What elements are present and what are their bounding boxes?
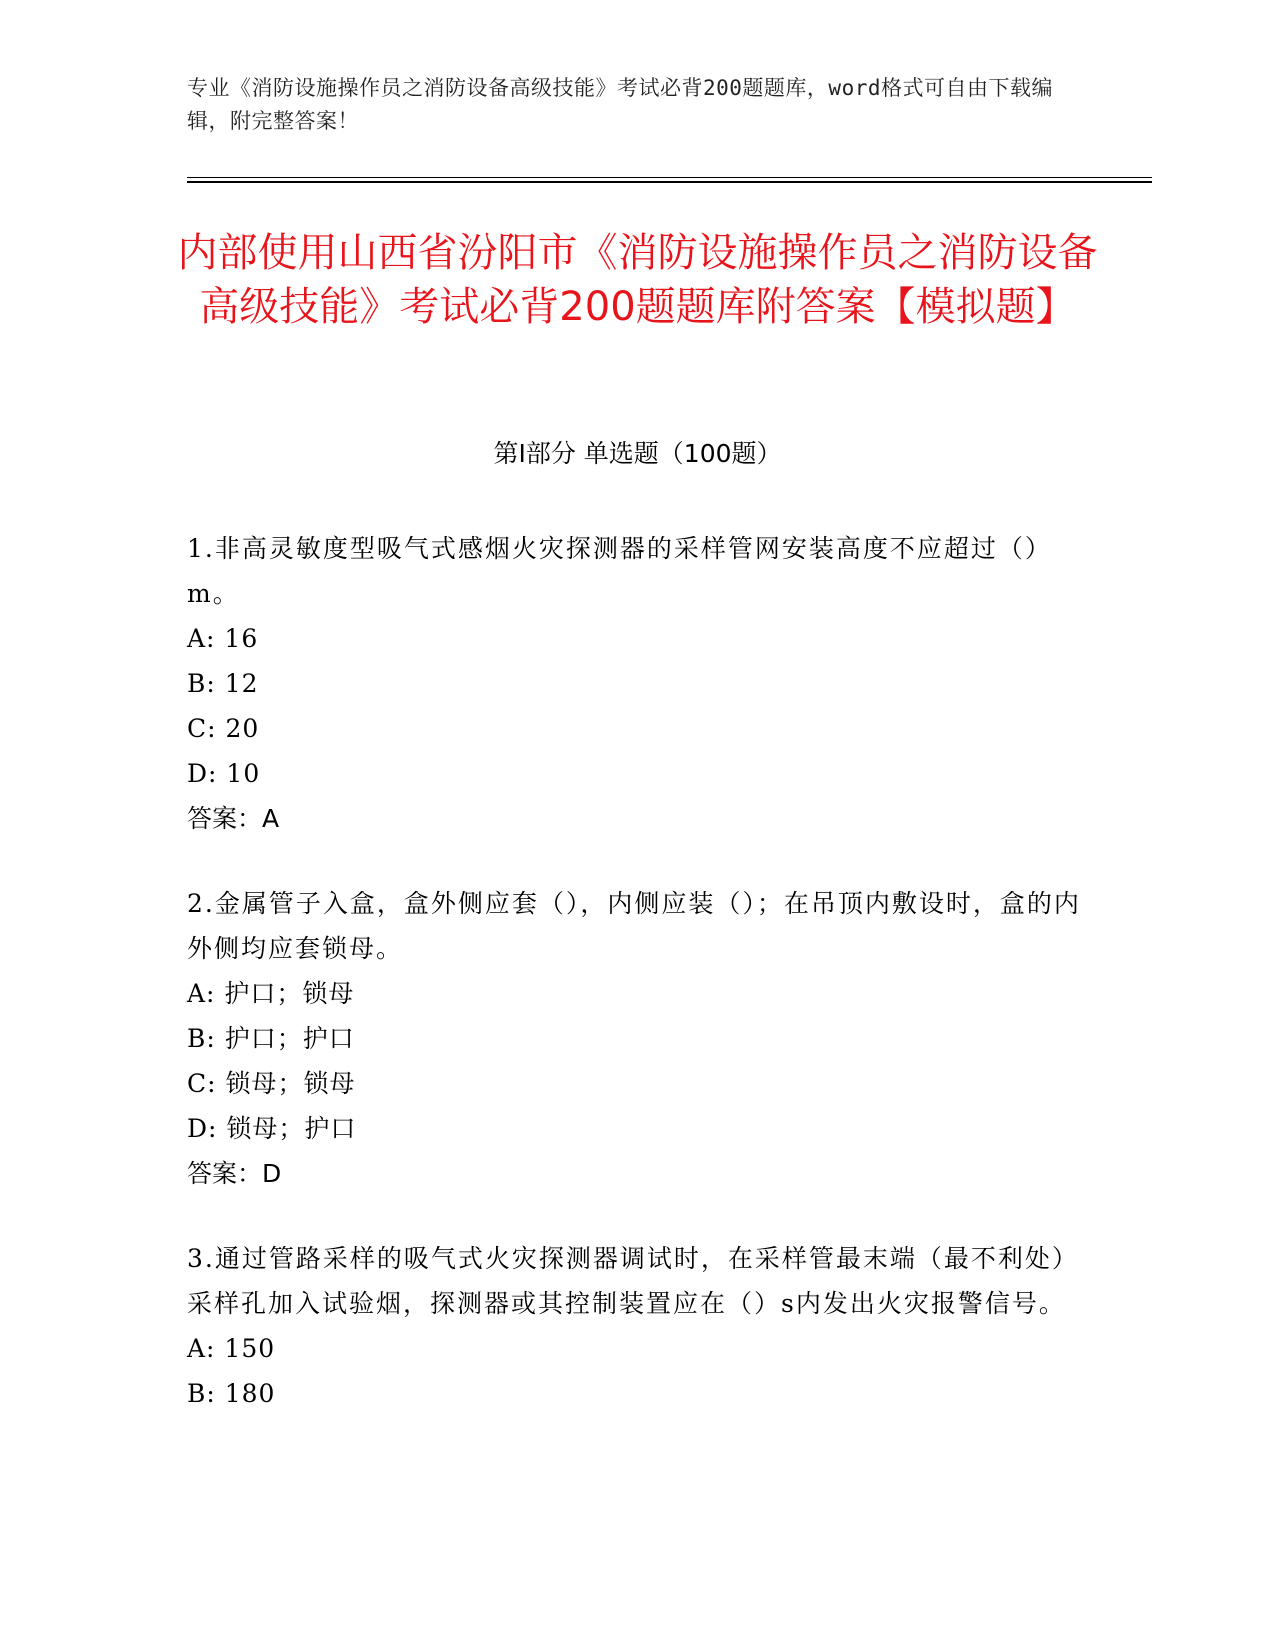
document-title: 内部使用山西省汾阳市《消防设施操作员之消防设备高级技能》考试必背200题题库附答案【模拟题】: [177, 230, 1098, 330]
question-option: D: 锁母；护口: [187, 1114, 357, 1143]
question-option: C: 锁母；锁母: [187, 1069, 356, 1098]
question-option: B: 护口；护口: [187, 1024, 355, 1053]
question-option: C: 20: [187, 714, 260, 743]
question-answer: 答案：A: [187, 804, 280, 833]
question-option: A: 护口；锁母: [187, 979, 355, 1008]
question-option: D: 10: [187, 759, 261, 788]
question-option: B: 180: [187, 1379, 276, 1408]
question-text: 1.非高灵敏度型吸气式感烟火灾探测器的采样管网安装高度不应超过（）m。: [187, 534, 1052, 608]
question-item: [187, 526, 1087, 841]
header-note: 专业《消防设施操作员之消防设备高级技能》考试必背200题题库，word格式可自由下载编辑，附完整答案！: [187, 76, 1053, 133]
question-option: B: 12: [187, 669, 259, 698]
question-item: [187, 1236, 1087, 1416]
question-text: 2.金属管子入盒，盒外侧应套（），内侧应装（）；在吊顶内敷设时，盒的内外侧均应套锁母。: [187, 889, 1081, 963]
question-option: A: 16: [187, 624, 259, 653]
header-divider-thick: [187, 181, 1152, 183]
question-text: 3.通过管路采样的吸气式火灾探测器调试时，在采样管最末端（最不利处）采样孔加入试验烟，探测器或其控制装置应在（）s内发出火灾报警信号。: [187, 1244, 1079, 1318]
section-heading: 第I部分 单选题（100题）: [493, 439, 782, 468]
header-divider-thin: [187, 177, 1152, 178]
question-answer: 答案：D: [187, 1159, 282, 1188]
question-item: [187, 881, 1087, 1196]
question-option: A: 150: [187, 1334, 276, 1363]
question-list: [187, 526, 1087, 1456]
